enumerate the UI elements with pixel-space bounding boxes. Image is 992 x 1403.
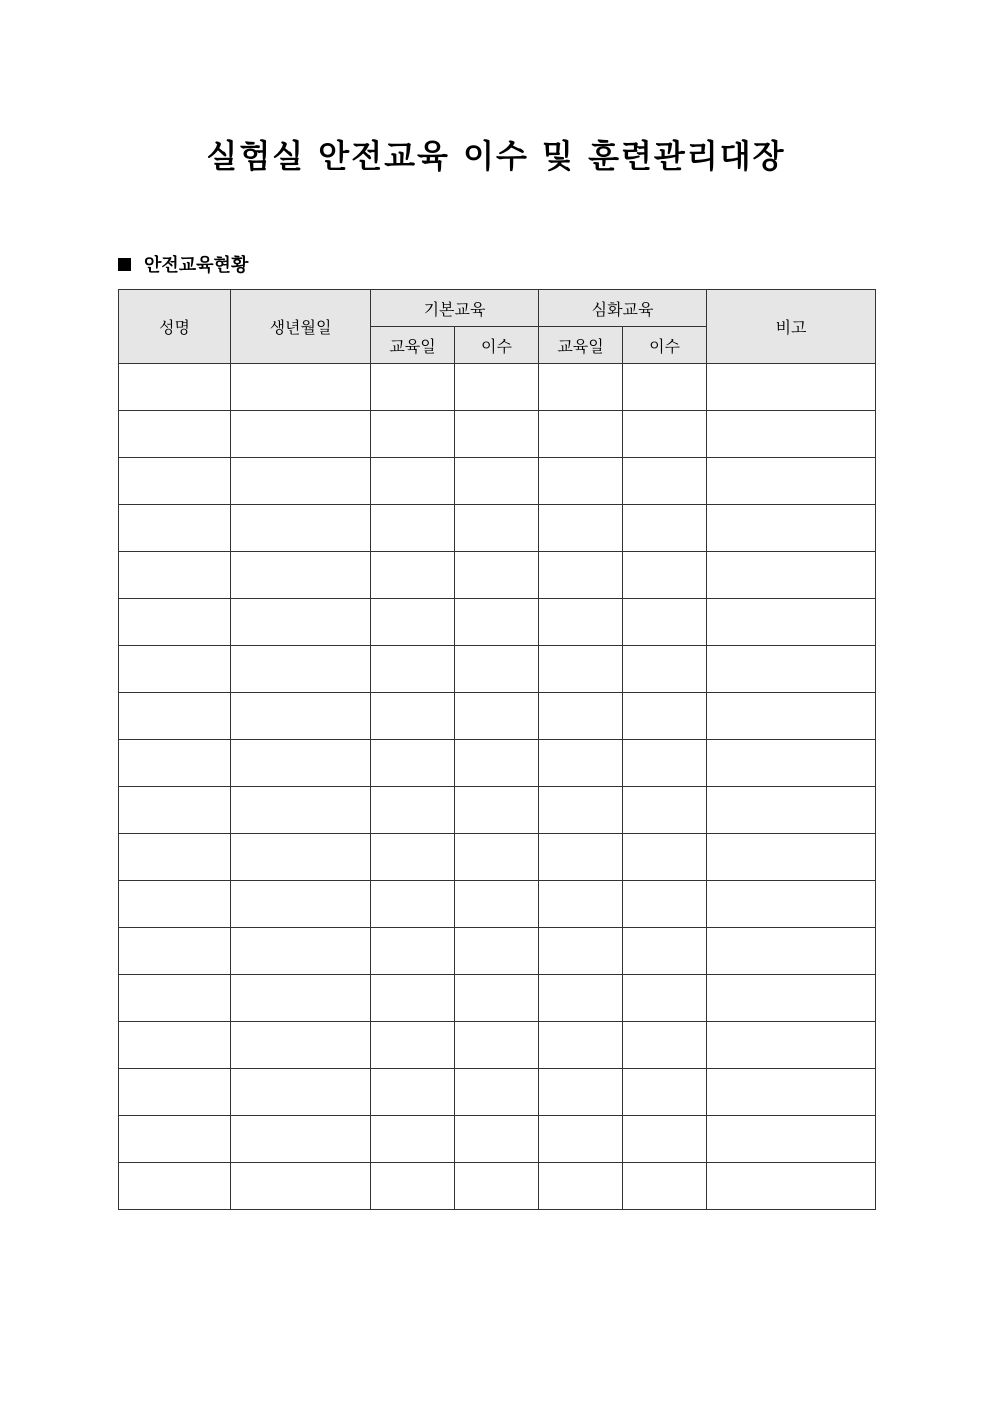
cell-basic-date[interactable] bbox=[371, 693, 455, 740]
cell-advanced-date[interactable] bbox=[539, 364, 623, 411]
cell-birthdate[interactable] bbox=[231, 975, 371, 1022]
cell-advanced-date[interactable] bbox=[539, 740, 623, 787]
header-basic-completion: 이수 bbox=[455, 327, 539, 364]
cell-advanced-date[interactable] bbox=[539, 787, 623, 834]
table-row bbox=[119, 552, 876, 599]
cell-advanced-date[interactable] bbox=[539, 975, 623, 1022]
cell-name[interactable] bbox=[119, 411, 231, 458]
cell-name[interactable] bbox=[119, 458, 231, 505]
cell-advanced-date[interactable] bbox=[539, 881, 623, 928]
cell-advanced-date[interactable] bbox=[539, 1069, 623, 1116]
section-heading bbox=[118, 251, 248, 277]
cell-basic-date[interactable] bbox=[371, 599, 455, 646]
square-bullet-icon bbox=[118, 258, 131, 271]
cell-basic-date[interactable] bbox=[371, 928, 455, 975]
cell-basic-date[interactable] bbox=[371, 1069, 455, 1116]
cell-name[interactable] bbox=[119, 693, 231, 740]
table-row bbox=[119, 928, 876, 975]
cell-name[interactable] bbox=[119, 787, 231, 834]
cell-basic-date[interactable] bbox=[371, 834, 455, 881]
cell-advanced-date[interactable] bbox=[539, 1022, 623, 1069]
header-remarks: 비고 bbox=[707, 290, 876, 364]
cell-birthdate[interactable] bbox=[231, 552, 371, 599]
table-row bbox=[119, 740, 876, 787]
cell-name[interactable] bbox=[119, 740, 231, 787]
cell-basic-completion[interactable] bbox=[455, 834, 539, 881]
cell-name[interactable] bbox=[119, 599, 231, 646]
cell-basic-date[interactable] bbox=[371, 646, 455, 693]
cell-advanced-date[interactable] bbox=[539, 646, 623, 693]
page-title: 실험실 안전교육 이수 및 훈련관리대장 bbox=[206, 137, 786, 175]
cell-advanced-date[interactable] bbox=[539, 411, 623, 458]
cell-birthdate[interactable] bbox=[231, 599, 371, 646]
cell-remarks[interactable] bbox=[707, 1022, 876, 1069]
cell-advanced-completion[interactable] bbox=[623, 364, 707, 411]
cell-advanced-completion[interactable] bbox=[623, 552, 707, 599]
cell-basic-completion[interactable] bbox=[455, 364, 539, 411]
cell-basic-completion[interactable] bbox=[455, 1069, 539, 1116]
cell-advanced-completion[interactable] bbox=[623, 787, 707, 834]
table-row bbox=[119, 693, 876, 740]
cell-birthdate[interactable] bbox=[231, 458, 371, 505]
cell-basic-date[interactable] bbox=[371, 411, 455, 458]
cell-advanced-completion[interactable] bbox=[623, 881, 707, 928]
cell-basic-date[interactable] bbox=[371, 364, 455, 411]
cell-name[interactable] bbox=[119, 505, 231, 552]
cell-name[interactable] bbox=[119, 1116, 231, 1163]
cell-advanced-completion[interactable] bbox=[623, 411, 707, 458]
header-basic-date: 교육일 bbox=[371, 327, 455, 364]
table-row bbox=[119, 1116, 876, 1163]
cell-basic-completion[interactable] bbox=[455, 881, 539, 928]
cell-remarks[interactable] bbox=[707, 1116, 876, 1163]
cell-advanced-date[interactable] bbox=[539, 834, 623, 881]
safety-training-table bbox=[118, 289, 876, 1210]
cell-birthdate[interactable] bbox=[231, 834, 371, 881]
cell-birthdate[interactable] bbox=[231, 740, 371, 787]
cell-basic-date[interactable] bbox=[371, 1116, 455, 1163]
cell-advanced-completion[interactable] bbox=[623, 458, 707, 505]
table-row bbox=[119, 646, 876, 693]
cell-advanced-date[interactable] bbox=[539, 505, 623, 552]
cell-basic-date[interactable] bbox=[371, 505, 455, 552]
cell-basic-completion[interactable] bbox=[455, 740, 539, 787]
cell-advanced-completion[interactable] bbox=[623, 975, 707, 1022]
cell-name[interactable] bbox=[119, 928, 231, 975]
header-advanced-date: 교육일 bbox=[539, 327, 623, 364]
cell-basic-date[interactable] bbox=[371, 1022, 455, 1069]
cell-basic-completion[interactable] bbox=[455, 1022, 539, 1069]
table-row bbox=[119, 787, 876, 834]
cell-remarks[interactable] bbox=[707, 693, 876, 740]
cell-basic-date[interactable] bbox=[371, 787, 455, 834]
cell-remarks[interactable] bbox=[707, 928, 876, 975]
cell-remarks[interactable] bbox=[707, 834, 876, 881]
table-row bbox=[119, 505, 876, 552]
cell-birthdate[interactable] bbox=[231, 364, 371, 411]
cell-remarks[interactable] bbox=[707, 505, 876, 552]
cell-birthdate[interactable] bbox=[231, 411, 371, 458]
cell-basic-completion[interactable] bbox=[455, 1163, 539, 1210]
cell-basic-completion[interactable] bbox=[455, 693, 539, 740]
cell-basic-completion[interactable] bbox=[455, 552, 539, 599]
table-row bbox=[119, 834, 876, 881]
cell-basic-date[interactable] bbox=[371, 975, 455, 1022]
cell-basic-completion[interactable] bbox=[455, 928, 539, 975]
cell-basic-date[interactable] bbox=[371, 1163, 455, 1210]
cell-remarks[interactable] bbox=[707, 1163, 876, 1210]
cell-name[interactable] bbox=[119, 552, 231, 599]
cell-basic-completion[interactable] bbox=[455, 1116, 539, 1163]
table-row bbox=[119, 599, 876, 646]
header-advanced-completion: 이수 bbox=[623, 327, 707, 364]
table-row bbox=[119, 1069, 876, 1116]
cell-remarks[interactable] bbox=[707, 364, 876, 411]
table-row bbox=[119, 1022, 876, 1069]
cell-advanced-completion[interactable] bbox=[623, 740, 707, 787]
cell-birthdate[interactable] bbox=[231, 1116, 371, 1163]
cell-remarks[interactable] bbox=[707, 552, 876, 599]
cell-remarks[interactable] bbox=[707, 411, 876, 458]
table-row bbox=[119, 458, 876, 505]
cell-name[interactable] bbox=[119, 1022, 231, 1069]
cell-birthdate[interactable] bbox=[231, 928, 371, 975]
cell-basic-completion[interactable] bbox=[455, 505, 539, 552]
cell-basic-completion[interactable] bbox=[455, 458, 539, 505]
cell-birthdate[interactable] bbox=[231, 693, 371, 740]
cell-advanced-completion[interactable] bbox=[623, 646, 707, 693]
cell-basic-date[interactable] bbox=[371, 552, 455, 599]
cell-advanced-completion[interactable] bbox=[623, 834, 707, 881]
cell-name[interactable] bbox=[119, 881, 231, 928]
header-basic-training: 기본교육 bbox=[371, 290, 539, 327]
cell-advanced-date[interactable] bbox=[539, 1116, 623, 1163]
cell-remarks[interactable] bbox=[707, 599, 876, 646]
cell-name[interactable] bbox=[119, 975, 231, 1022]
cell-birthdate[interactable] bbox=[231, 1069, 371, 1116]
cell-advanced-date[interactable] bbox=[539, 693, 623, 740]
cell-advanced-date[interactable] bbox=[539, 928, 623, 975]
table-row bbox=[119, 881, 876, 928]
cell-basic-completion[interactable] bbox=[455, 646, 539, 693]
table-row bbox=[119, 1163, 876, 1210]
cell-birthdate[interactable] bbox=[231, 787, 371, 834]
cell-advanced-completion[interactable] bbox=[623, 693, 707, 740]
cell-advanced-completion[interactable] bbox=[623, 599, 707, 646]
cell-basic-completion[interactable] bbox=[455, 787, 539, 834]
cell-basic-date[interactable] bbox=[371, 458, 455, 505]
cell-birthdate[interactable] bbox=[231, 1022, 371, 1069]
cell-basic-date[interactable] bbox=[371, 881, 455, 928]
cell-name[interactable] bbox=[119, 646, 231, 693]
cell-advanced-completion[interactable] bbox=[623, 1069, 707, 1116]
cell-name[interactable] bbox=[119, 834, 231, 881]
table-row bbox=[119, 411, 876, 458]
table-body bbox=[119, 364, 876, 1210]
cell-name[interactable] bbox=[119, 1069, 231, 1116]
cell-birthdate[interactable] bbox=[231, 881, 371, 928]
cell-birthdate[interactable] bbox=[231, 646, 371, 693]
cell-advanced-completion[interactable] bbox=[623, 928, 707, 975]
cell-remarks[interactable] bbox=[707, 1069, 876, 1116]
cell-remarks[interactable] bbox=[707, 881, 876, 928]
cell-advanced-completion[interactable] bbox=[623, 1163, 707, 1210]
cell-advanced-completion[interactable] bbox=[623, 1022, 707, 1069]
header-birthdate: 생년월일 bbox=[231, 290, 371, 364]
header-advanced-training: 심화교육 bbox=[539, 290, 707, 327]
cell-name[interactable] bbox=[119, 1163, 231, 1210]
section-heading-label: 안전교육현황 bbox=[144, 255, 249, 276]
cell-basic-completion[interactable] bbox=[455, 975, 539, 1022]
cell-advanced-date[interactable] bbox=[539, 458, 623, 505]
cell-basic-completion[interactable] bbox=[455, 599, 539, 646]
table-row bbox=[119, 975, 876, 1022]
table-row bbox=[119, 364, 876, 411]
cell-remarks[interactable] bbox=[707, 975, 876, 1022]
cell-birthdate[interactable] bbox=[231, 505, 371, 552]
cell-advanced-date[interactable] bbox=[539, 1163, 623, 1210]
cell-advanced-date[interactable] bbox=[539, 552, 623, 599]
table-header bbox=[119, 290, 876, 364]
cell-remarks[interactable] bbox=[707, 646, 876, 693]
cell-remarks[interactable] bbox=[707, 458, 876, 505]
cell-basic-date[interactable] bbox=[371, 740, 455, 787]
cell-advanced-completion[interactable] bbox=[623, 1116, 707, 1163]
header-name: 성명 bbox=[119, 290, 231, 364]
cell-remarks[interactable] bbox=[707, 787, 876, 834]
cell-basic-completion[interactable] bbox=[455, 411, 539, 458]
cell-remarks[interactable] bbox=[707, 740, 876, 787]
cell-advanced-date[interactable] bbox=[539, 599, 623, 646]
cell-name[interactable] bbox=[119, 364, 231, 411]
cell-birthdate[interactable] bbox=[231, 1163, 371, 1210]
cell-advanced-completion[interactable] bbox=[623, 505, 707, 552]
